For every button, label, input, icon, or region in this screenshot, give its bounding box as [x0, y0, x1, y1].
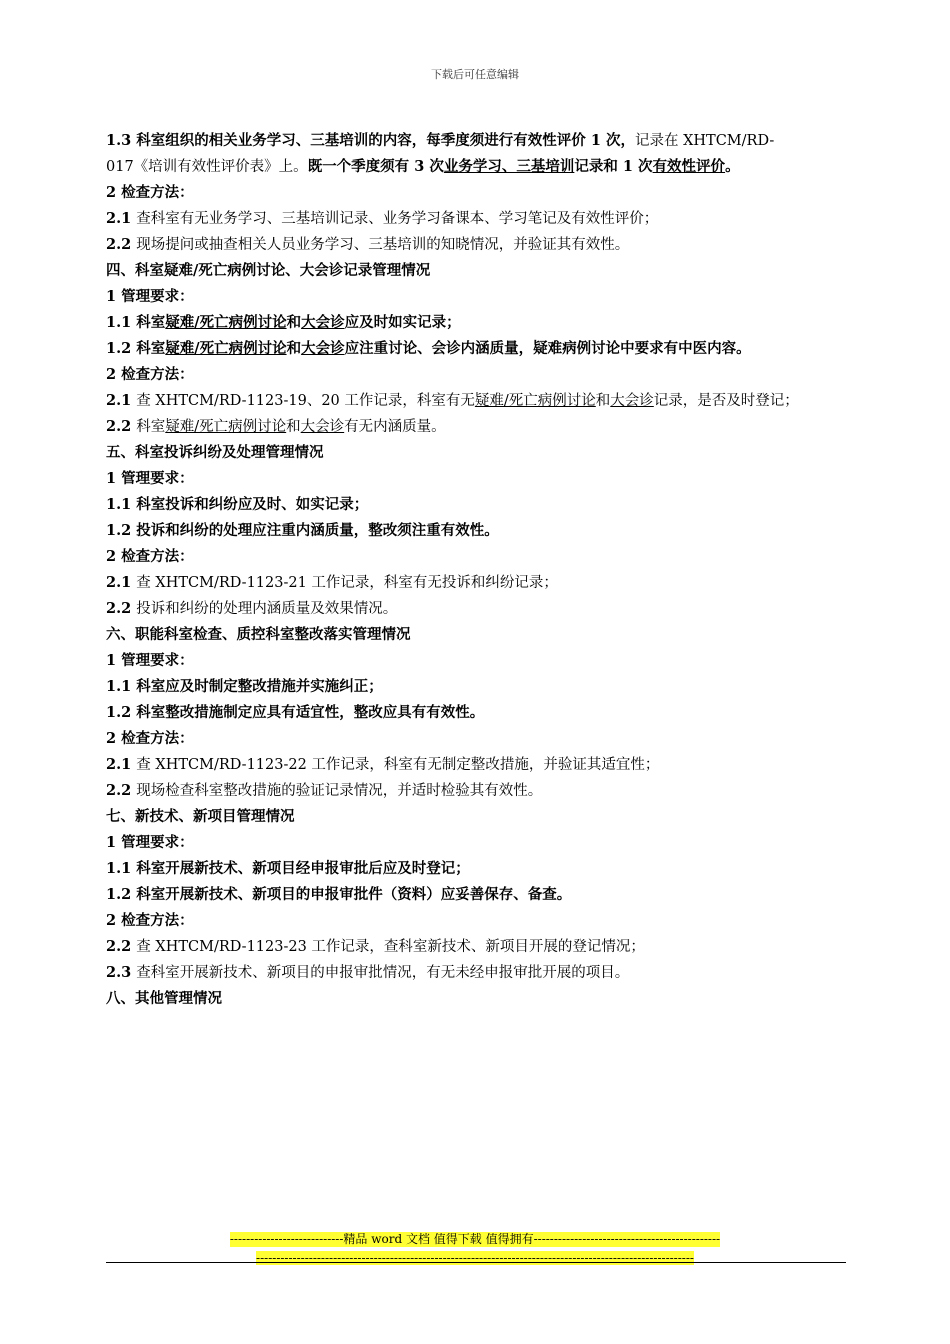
section-heading — [106, 544, 848, 570]
text-line — [106, 674, 848, 700]
text-line — [106, 518, 848, 544]
text-line — [106, 596, 848, 622]
text-line — [106, 128, 848, 154]
text-segment: 1 管理要求： — [106, 288, 194, 305]
section-heading — [106, 440, 848, 466]
text-segment: 2.2 — [106, 782, 137, 799]
section-heading — [106, 986, 848, 1012]
section-heading — [106, 258, 848, 284]
section-heading — [106, 180, 848, 206]
text-segment: 大会诊 — [300, 419, 345, 435]
footer-banner: ----------------------------精品 word 文档 值得下载 值得拥有---------------------------------------------- — [229, 1232, 721, 1246]
text-segment: 现场提问或抽查相关人员业务学习、三基培训的知晓情况，并验证其有效性。 — [136, 237, 630, 253]
section-heading — [106, 466, 848, 492]
section-heading — [106, 622, 848, 648]
text-line — [106, 206, 848, 232]
text-line — [106, 154, 848, 180]
section-heading — [106, 726, 848, 752]
text-segment: 有效性评价 — [652, 158, 726, 175]
text-segment: 和 — [286, 419, 301, 435]
text-segment: 投诉和纠纷的处理内涵质量及效果情况。 — [136, 601, 398, 617]
text-segment: 记录在 XHTCM/RD- — [634, 133, 775, 149]
footer-rule — [106, 1262, 846, 1263]
text-segment: 疑难/死亡病例讨论 — [165, 419, 287, 435]
text-segment: 大会诊 — [301, 314, 345, 331]
section-heading — [106, 648, 848, 674]
text-segment: 应注重讨论、会诊内涵质量，疑难病例讨论中要求有中医内容。 — [344, 340, 751, 357]
text-segment: 2.1 — [106, 756, 137, 773]
text-line — [106, 232, 848, 258]
text-segment: 2 检查方法： — [106, 184, 194, 201]
text-segment: 2 检查方法： — [106, 912, 194, 929]
text-segment: 疑难/死亡病例讨论 — [165, 340, 287, 357]
text-segment: 1 管理要求： — [106, 834, 194, 851]
section-heading — [106, 284, 848, 310]
text-segment: 2.1 — [106, 392, 137, 409]
text-segment: 1 管理要求： — [106, 470, 194, 487]
text-segment: 2.2 — [106, 600, 137, 617]
text-segment: 五、科室投诉纠纷及处理管理情况 — [106, 444, 324, 461]
text-segment: 查科室有无业务学习、三基培训记录、业务学习备课本、学习笔记及有效性评价； — [136, 211, 659, 227]
text-line — [106, 388, 848, 414]
text-line — [106, 310, 848, 336]
text-segment: 和 — [286, 340, 302, 357]
text-segment: 。 — [725, 158, 740, 175]
text-segment: 现场检查科室整改措施的验证记录情况，并适时检验其有效性。 — [136, 783, 543, 799]
section-heading — [106, 908, 848, 934]
document-body — [106, 128, 848, 1012]
footer-dash-line: ------------------------------------------------------------------------------------------------------------ — [256, 1251, 694, 1265]
text-segment: 记录，是否及时登记； — [653, 393, 799, 409]
text-segment: 查科室开展新技术、新项目的申报审批情况，有无未经申报审批开展的项目。 — [136, 965, 630, 981]
text-line — [106, 856, 848, 882]
text-segment: 2.1 — [106, 210, 137, 227]
section-heading — [106, 804, 848, 830]
text-segment: 1.1 科室 — [106, 314, 166, 331]
text-segment: 2 检查方法： — [106, 548, 194, 565]
text-segment: 1.2 科室开展新技术、新项目的申报审批件（资料）应妥善保存、备查。 — [106, 886, 572, 903]
text-segment: 大会诊 — [301, 340, 345, 357]
text-segment: 1.1 科室开展新技术、新项目经申报审批后应及时登记； — [106, 860, 470, 877]
text-line — [106, 960, 848, 986]
text-line — [106, 700, 848, 726]
text-segment: 六、职能科室检查、质控科室整改落实管理情况 — [106, 626, 411, 643]
section-heading — [106, 362, 848, 388]
text-segment: 八、其他管理情况 — [106, 990, 222, 1007]
text-segment: 1 管理要求： — [106, 652, 194, 669]
text-segment: 2 检查方法： — [106, 730, 194, 747]
text-segment: 七、新技术、新项目管理情况 — [106, 808, 295, 825]
text-segment: 查 XHTCM/RD-1123-19、20 工作记录，科室有无 — [136, 393, 475, 409]
page-footer — [0, 1228, 950, 1266]
text-segment: 记录和 1 次 — [574, 158, 653, 175]
text-segment: 1.2 投诉和纠纷的处理应注重内涵质量，整改须注重有效性。 — [106, 522, 499, 539]
text-line — [106, 414, 848, 440]
text-segment: 2.2 — [106, 938, 137, 955]
text-segment: 大会诊 — [610, 393, 654, 409]
text-segment: 既一个季度须有 3 次 — [307, 158, 444, 175]
text-segment: 2 检查方法： — [106, 366, 194, 383]
section-heading — [106, 830, 848, 856]
text-segment: 和 — [595, 393, 611, 409]
page-header: 下载后可任意编辑 — [431, 68, 519, 81]
text-segment: 四、科室疑难/死亡病例讨论、大会诊记录管理情况 — [106, 262, 431, 279]
text-line — [106, 570, 848, 596]
text-segment: 查 XHTCM/RD-1123-23 工作记录，查科室新技术、新项目开展的登记情况； — [136, 939, 645, 955]
text-segment: 017《培训有效性评价表》上。 — [106, 159, 308, 175]
text-segment: 业务学习、三基培训 — [443, 158, 575, 175]
text-segment: 查 XHTCM/RD-1123-21 工作记录，科室有无投诉和纠纷记录； — [136, 575, 558, 591]
text-segment: 查 XHTCM/RD-1123-22 工作记录，科室有无制定整改措施，并验证其适宜性； — [136, 757, 660, 773]
text-line — [106, 882, 848, 908]
text-segment: 有无内涵质量。 — [344, 419, 446, 435]
text-segment: 2.2 — [106, 418, 137, 435]
text-segment: 1.1 科室投诉和纠纷应及时、如实记录； — [106, 496, 369, 513]
text-segment: 2.3 — [106, 964, 137, 981]
text-segment: 1.2 科室 — [106, 340, 166, 357]
text-segment: 2.2 — [106, 236, 137, 253]
text-segment: 2.1 — [106, 574, 137, 591]
text-line — [106, 934, 848, 960]
text-segment: 和 — [286, 314, 302, 331]
text-segment: 1.2 科室整改措施制定应具有适宜性，整改应具有有效性。 — [106, 704, 485, 721]
text-line — [106, 492, 848, 518]
text-line — [106, 778, 848, 804]
text-segment: 疑难/死亡病例讨论 — [474, 393, 596, 409]
text-segment: 应及时如实记录； — [344, 314, 461, 331]
text-segment: 科室 — [136, 419, 166, 435]
text-segment: 1.1 科室应及时制定整改措施并实施纠正； — [106, 678, 383, 695]
text-segment: 1.3 科室组织的相关业务学习、三基培训的内容，每季度须进行有效性评价 1 次， — [106, 132, 635, 149]
text-line — [106, 336, 848, 362]
text-segment: 疑难/死亡病例讨论 — [165, 314, 287, 331]
text-line — [106, 752, 848, 778]
